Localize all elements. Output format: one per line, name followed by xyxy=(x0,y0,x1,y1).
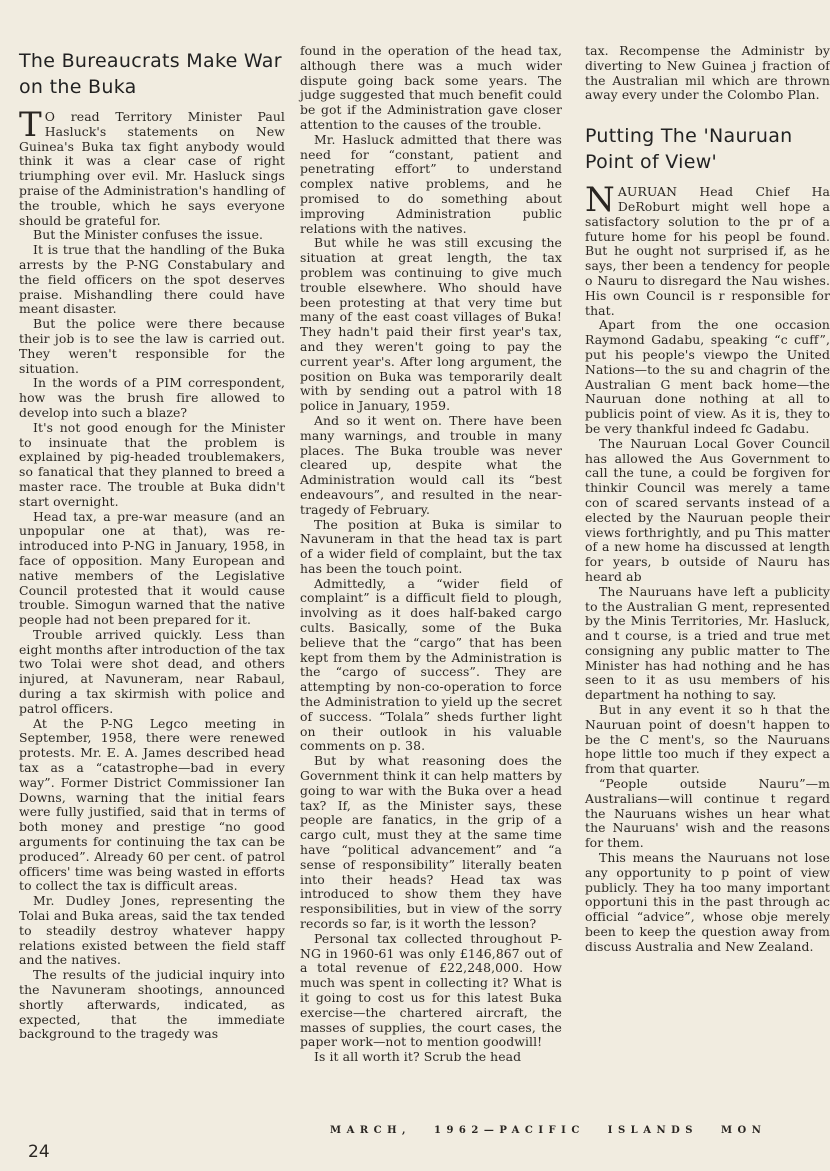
paragraph: But in any event it so h that the Nauruan point of doesn't happen to be the C ment's, so the Nauruans hope little too much if they expect a from that quarter. xyxy=(585,702,830,777)
paragraph: The Nauruan Local Gover Council has allowed the Aus Government to call the tune, a could be forgiven for thinkir Council was merely a tame con of scared servants instead of a elected by the Nauruan people their views forthrightly, and pu This matter of a new home ha discussed at length for years, b outside of Nauru has heard ab xyxy=(585,435,830,584)
paragraph: At the P-NG Legco meeting in September, 1958, there were renewed protests. Mr. E. A. James described head tax as a “catastrophe—bad in every way”. Former District Commissioner Ian Downs, warning that the initial fears were fully justified, said that in terms of both money and prestige “no good arguments for continuing the tax can be produced”. Already 60 per cent. of patrol officers' time was being wasted in efforts to collect the tax is difficult areas. xyxy=(19,715,285,894)
footer-islands: ISLANDS xyxy=(607,1125,698,1136)
paragraph: Mr. Hasluck admitted that there was need for “constant, patient and penetrating effort” to understand complex native problems, and he promised to do something about improving Administration public relations with the natives. xyxy=(300,131,562,236)
article-title: The Bureaucrats Make War on the Buka xyxy=(19,50,282,98)
paragraph: In the words of a PIM correspondent, how was the brush fire allowed to develop into such a blaze? xyxy=(19,375,285,420)
footer-month: MARCH, xyxy=(330,1125,412,1136)
paragraph: Head tax, a pre-war measure (and an unpopular one at that), was re-introduced into P-NG in January, 1958, in face of opposition. Many European and native members of the Legislative Council protested that it would cause trouble. Simogun warned that the native people had not been prepared for it. xyxy=(19,508,285,628)
paragraph: Trouble arrived quickly. Less than eight months after introduction of the tax two Tolai were shot dead, and others injured, at Navuneram, near Rabaul, during a tax skirmish with police and patrol officers. xyxy=(19,626,285,716)
paragraph: The Nauruans have left a publicity to the Australian G ment, represented by the Minis Territories, Mr. Hasluck, and t course, is a tried and true met consigning any public matter to The Minister has had nothing and he has seen to it as usu members of his department ha nothing to say. xyxy=(585,583,830,703)
article-title: Putting The 'Nauruan Point of View' xyxy=(585,125,793,174)
paragraph: And so it went on. There have been many warnings, and trouble in many places. The Buka trouble was never cleared up, despite what the Administration would call its “best endeavours”, and resulted in the near-tragedy of February. xyxy=(300,412,562,517)
paragraph: The results of the judicial inquiry into the Navuneram shootings, announced shortly afterwards, indicated, as expected, that the immediate background to the tragedy was xyxy=(19,967,285,1042)
paragraph: Mr. Dudley Jones, representing the Tolai and Buka areas, said the tax tended to steadily destroy whatever happy relations existed between the field staff and the natives. xyxy=(19,893,285,968)
page-number: 24 xyxy=(28,1142,50,1162)
paragraph: Personal tax collected throughout P-NG in 1960-61 was only £146,867 out of a total revenue of £22,248,000. How much was spent in collecting it? What is it going to cost us for this latest Buka exercise—the chartered aircraft, the masses of supplies, the court cases, the paper work—not to mention goodwill! xyxy=(300,930,562,1050)
paragraph: It is true that the handling of the Buka arrests by the P-NG Constabulary and the field officers on the spot deserves praise. Mishandling there could have meant disaster. xyxy=(19,242,285,317)
paragraph: But the Minister confuses the issue. xyxy=(33,227,264,243)
paragraph: tax. Recompense the Administr by diverting to New Guinea j fraction of the Australian mil which are thrown away every under the Colombo Plan. xyxy=(585,43,830,103)
paragraph: found in the operation of the head tax, although there was a much wider dispute going back some years. The judge suggested that much benefit could be got if the Administration gave closer attention to the causes of the trouble. xyxy=(300,43,562,132)
article-lead-paragraph: T O read Territory Minister Paul Hasluck's statements on New Guinea's Buka tax fight anybody would think it was a clear case of right triumphing over evil. Mr. Hasluck sings praise of the Administration's handling of the trouble, which he says everyone should be grateful for. xyxy=(19,105,285,228)
column-3 xyxy=(585,43,830,955)
paragraph: Admittedly, a “wider field of complaint” is a difficult field to plough, involving as it does half-baked cargo cults. Basically, some of the Buka believe that the “cargo” that has been kept from them by the Administration is the “cargo of success”. They are attempting by non-co-operation to force the Administration to yield up the secret of success. “Tolala” sheds further light on their outlook in his valuable comments on p. 38. xyxy=(300,575,562,754)
paragraph: “People outside Nauru”—m Australians—will continue t regard the Nauruans wishes un hear what the Nauruans' wish and the reasons for them. xyxy=(585,776,830,851)
drop-cap: T xyxy=(19,105,42,145)
paragraph: But by what reasoning does the Government think it can help matters by going to war with the Buka over a head tax? If, as the Minister says, these people are fanatics, in the grip of a cargo cult, must they at the same time have “political advancement” and “a sense of responsibility” literally beaten into their heads? Head tax was introduced to show them they have responsibilities, but in view of the sorry records so far, is it worth the lesson? xyxy=(300,753,562,932)
paragraph: This means the Nauruans not lose any opportunity to p point of view publicly. They ha too many important opportuni this in the past through ac official “advice”, whose obje merely been to keep the question away from discuss Australia and New Zealand. xyxy=(585,850,830,954)
drop-cap: N xyxy=(585,180,615,221)
paragraph: Apart from the one occasion Raymond Gadabu, speaking “c cuff”, put his people's viewpo the United Nations—to the su and chagrin of the Australian G ment back home—the Nauruan done nothing at all to publicis point of view. As it is, they to be very thankful indeed fc Gadabu. xyxy=(585,317,830,436)
footer-year-pacific: 1962—PACIFIC xyxy=(434,1125,585,1136)
column-2 xyxy=(300,44,562,1065)
paragraph: The position at Buka is similar to Navuneram in that the head tax is part of a wider field of complaint, but the tax has been the touch point. xyxy=(300,516,562,576)
paragraph: Is it all worth it? Scrub the head xyxy=(314,1049,522,1065)
column-1 xyxy=(19,44,285,1042)
footer-monthly: MON xyxy=(720,1125,767,1136)
column-3-inner xyxy=(585,44,830,955)
paragraph: But while he was still excusing the situation at great length, the tax problem was continuing to give much trouble elsewhere. Who should have been protesting at that very time but many of the east coast villages of Buka! They hadn't paid their first year's tax, and they weren't going to pay the current year's. After long argument, the position on Buka was temporarily dealt with by sending out a patrol with 18 police in January, 1959. xyxy=(300,235,562,414)
paragraph: It's not good enough for the Minister to insinuate that the problem is explained by pig-headed troublemakers, so fanatical that they planned to breed a master race. The trouble at Buka didn't start overnight. xyxy=(19,419,285,509)
running-footer xyxy=(330,1125,801,1136)
paragraph: But the police were there because their job is to see the law is carried out. They weren't responsible for the situation. xyxy=(19,316,285,376)
article-lead-paragraph: NAURUAN Head Chief Ha DeRoburt might well hope a satisfactory solution to the pr of a future home for his peopl be found. But he ought not surprised if, as he says, ther been a tendency for people o Nauru to disregard the Nau wishes. His own Council is r responsible for that. xyxy=(585,180,830,318)
